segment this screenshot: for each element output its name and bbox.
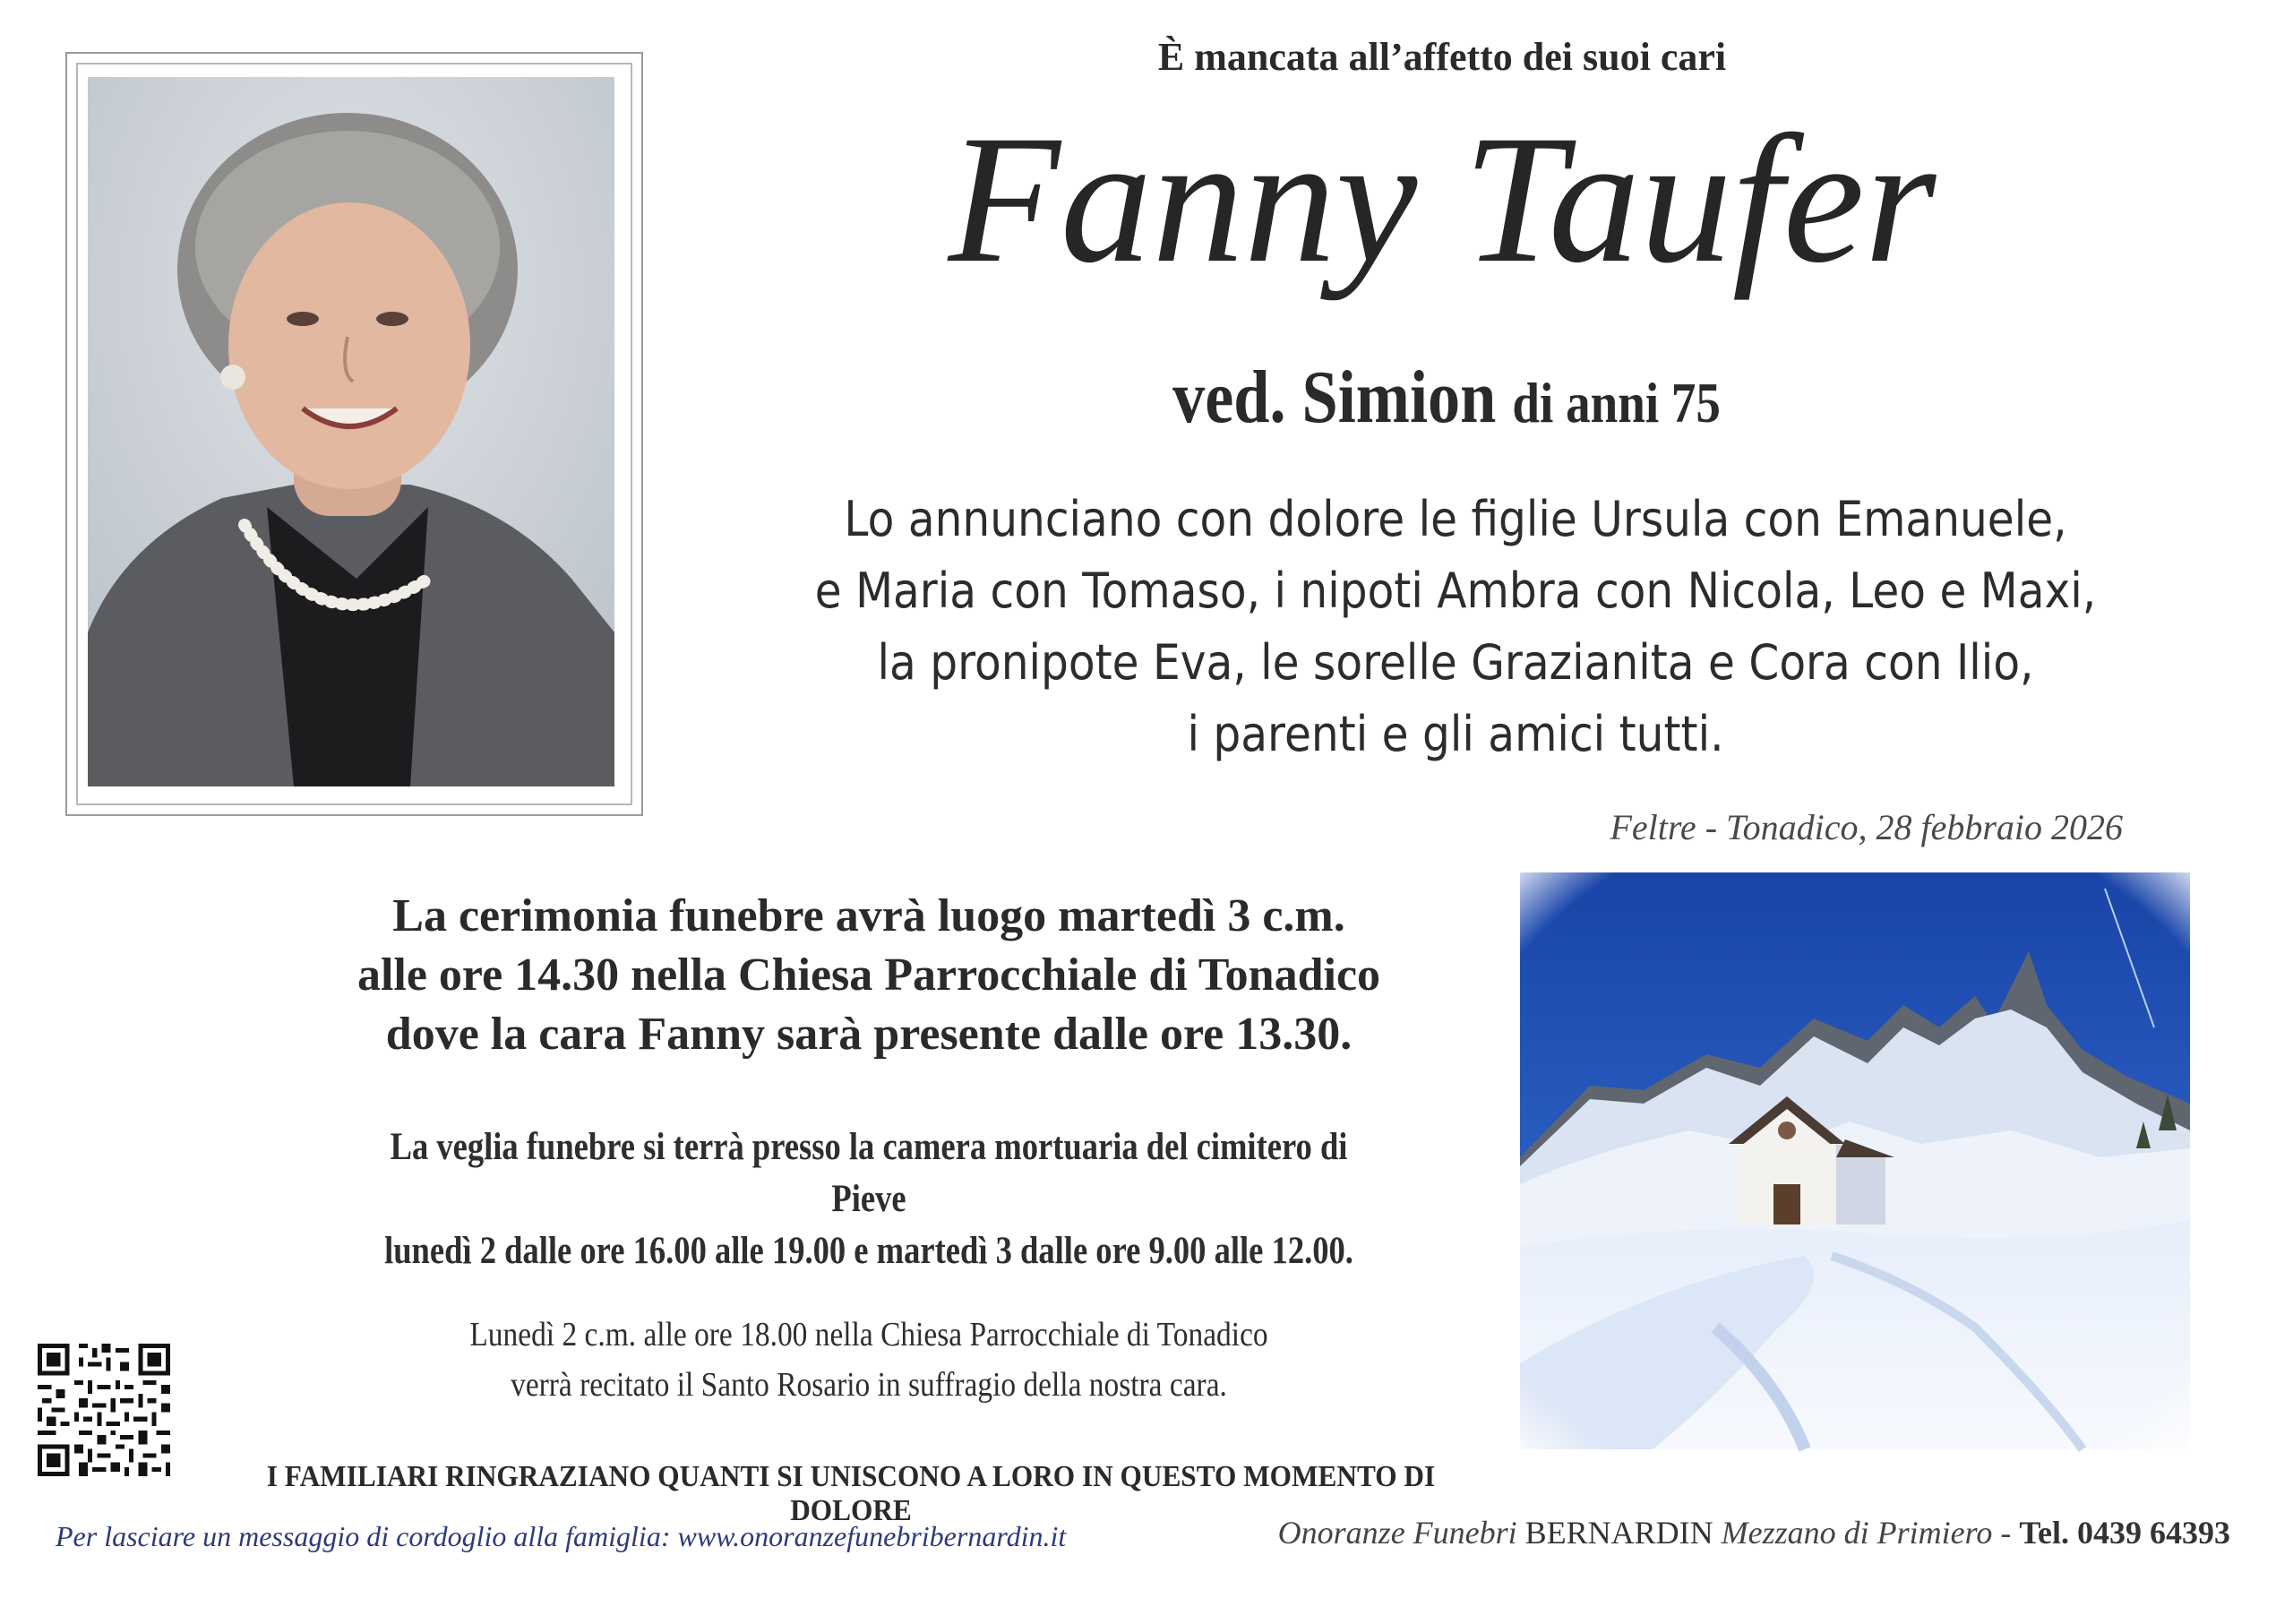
company-prefix: Onoranze Funebri	[1277, 1515, 1517, 1551]
vigil-line: La veglia funebre si terrà presso la camera mortuaria del cimitero di Pieve	[390, 1126, 1348, 1220]
vigil-line: lunedì 2 dalle ore 16.00 alle 19.00 e martedì 3 dalle ore 9.00 alle 12.00.	[384, 1230, 1353, 1272]
rosary-line: verrà recitato il Santo Rosario in suffragio della nostra cara.	[511, 1366, 1227, 1404]
ceremony-line: dove la cara Fanny sarà presente dalle ore 13.30.	[385, 1009, 1353, 1060]
vigil-info	[374, 1121, 1364, 1277]
deceased-name: Fanny Taufer	[948, 98, 1937, 301]
dateline: Feltre - Tonadico, 28 febbraio 2026	[1610, 807, 2123, 847]
company-name: BERNARDIN	[1524, 1515, 1713, 1551]
mountain-chapel-photo	[1509, 862, 2201, 1460]
condolence-message-link[interactable]: Per lasciare un messaggio di cordoglio alla famiglia: www.onoranzefunebribernardin.it	[56, 1520, 1067, 1552]
rosary-line: Lunedì 2 c.m. alle ore 18.00 nella Chiesa Parrocchiale di Tonadico	[469, 1316, 1268, 1353]
announcement-line: la pronipote Eva, le sorelle Grazianita e Cora con Ilio,	[877, 634, 2034, 691]
age: di anni 75	[1512, 371, 1721, 434]
qr-code[interactable]	[38, 1344, 170, 1476]
mountain-landscape-illustration	[1509, 862, 2201, 1460]
ceremony-line: alle ore 14.30 nella Chiesa Parrocchiale di Tonadico	[356, 949, 1381, 1001]
widow-of: ved. Simion	[1172, 356, 1497, 439]
qr-code-icon	[38, 1344, 170, 1476]
phone-number: Tel. 0439 64393	[2019, 1515, 2230, 1551]
ceremony-info	[287, 887, 1451, 1064]
announcement-line: i parenti e gli amici tutti.	[1187, 706, 1724, 762]
portrait-illustration	[88, 77, 614, 786]
subtitle	[896, 354, 1997, 441]
intro-line: È mancata all’affetto dei suoi cari	[1157, 35, 1727, 79]
announcement-line: e Maria con Tomaso, i nipoti Ambra con Nicola, Leo e Maxi,	[814, 563, 2097, 619]
thanks-line: I FAMILIARI RINGRAZIANO QUANTI SI UNISCONO A LORO IN QUESTO MOMENTO DI DOLORE	[266, 1460, 1436, 1527]
ceremony-line: La cerimonia funebre avrà luogo martedì 3 c.m.	[392, 890, 1345, 941]
announcement-line: Lo annunciano con dolore le figlie Ursula con Emanuele,	[844, 491, 2067, 547]
portrait-photo	[88, 77, 614, 786]
rosary-info	[404, 1310, 1334, 1410]
funeral-home-info	[1200, 1514, 2230, 1551]
announcement	[759, 484, 2153, 770]
company-location: Mezzano di Primiero -	[1721, 1515, 2012, 1551]
